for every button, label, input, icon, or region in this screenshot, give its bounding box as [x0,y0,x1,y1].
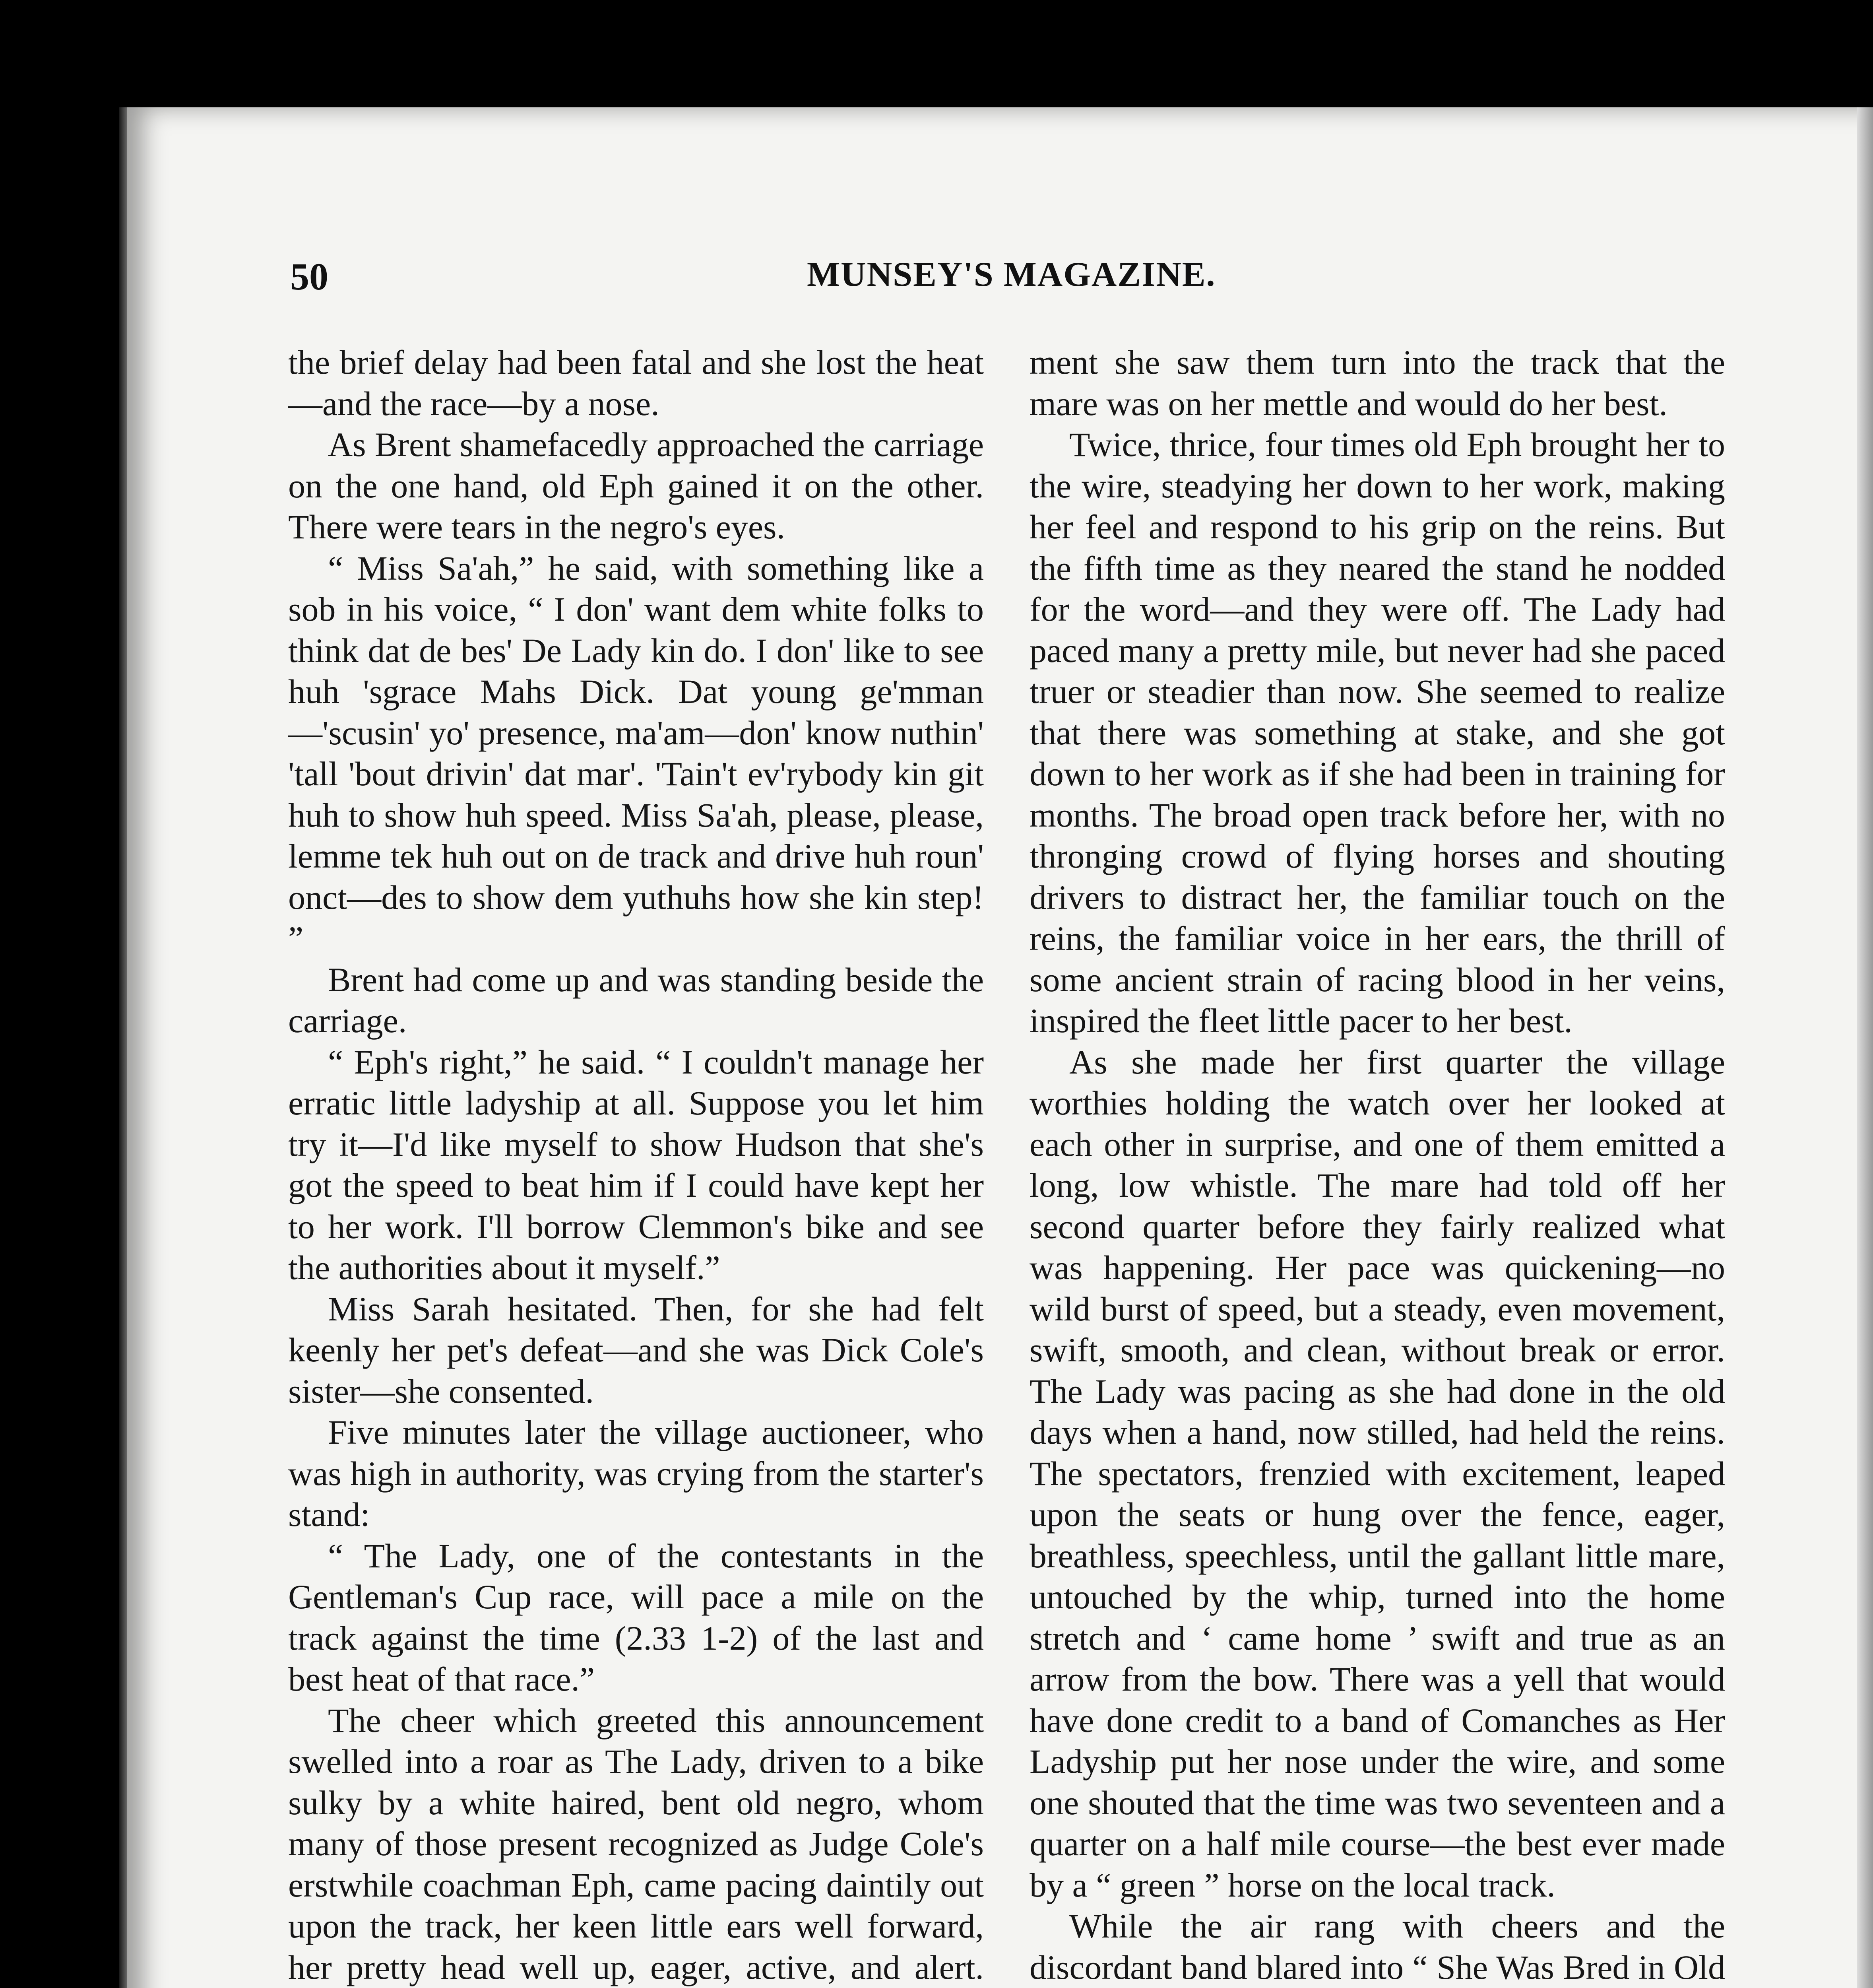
paragraph: ment she saw them turn into the track that the mare was on her mettle and would do her best. [1030,343,1725,423]
paragraph: As Brent shamefacedly approached the carriage on the one hand, old Eph gained it on the other. There were tears in the negro's eyes. [288,425,984,546]
paragraph: Brent had come up and was standing beside the carriage. [288,960,984,1040]
paragraph: “ Miss Sa'ah,” he said, with something like a sob in his voice, “ I don' want dem white folks to think dat de bes' De Lady kin do. I don' like to see huh 'sgrace Mahs Dick. Dat young ge'mman—'scusin' yo' presence, ma'am—don' know nuthin' 'tall 'bout drivin' dat mar'. 'Tain't ev'rybody kin git huh to show huh speed. Miss Sa'ah, please, please, lemme tek huh out on de track and drive huh roun' onct—des to show dem yuthuhs how she kin step! ” [288,549,984,957]
right-column [1030,342,1725,1988]
paragraph: Twice, thrice, four times old Eph brought her to the wire, steadying her down to her work, making her feel and respond to his grip on the reins. But the fifth time as they neared the stand he nodded for the word—and they were off. The Lady had paced many a pretty mile, but never had she paced truer or steadier than now. She seemed to realize that there was something at stake, and she got down to her work as if she had been in training for months. The broad open track before her, with no thronging crowd of flying horses and shouting drivers to distract her, the familiar touch on the reins, the familiar voice in her ears, the thrill of some ancient strain of racing blood in her veins, inspired the fleet little pacer to her best. [1030,425,1725,1040]
paragraph: “ The Lady, one of the contestants in the Gentleman's Cup race, will pace a mile on the track against the time (2.33 1-2) of the last and best heat of that race.” [288,1536,984,1698]
paragraph: “ Eph's right,” he said. “ I couldn't manage her erratic little ladyship at all. Suppose you let him try it—I'd like myself to show Hudson that she's got the speed to beat him if I could have kept her to her work. I'll borrow Clemmon's bike and see the authorities about it myself.” [288,1043,984,1287]
page-edge [1857,107,1873,1988]
paragraph: the brief delay had been fatal and she lost the heat—and the race—by a nose. [288,343,984,423]
paragraph: The cheer which greeted this announcement swelled into a roar as The Lady, driven to a bike sulky by a white haired, bent old negro, whom many of those present recognized as Judge Cole's erstwhile coachman Eph, came pacing daintily out upon the track, her keen little ears well forward, her pretty head well up, eager, active, and alert. [288,1701,984,1986]
paragraph: Five minutes later the village auctioneer, who was high in authority, was crying from the starter's stand: [288,1413,984,1534]
left-column [288,342,984,1988]
running-title: MUNSEY'S MAGAZINE. [807,255,1216,294]
page-number: 50 [290,255,328,298]
page-header [290,254,1741,306]
paragraph: While the air rang with cheers and the discordant band blared into “ She Was Bred in Old [1030,1907,1725,1986]
paragraph: Miss Sarah hesitated. Then, for she had felt keenly her pet's defeat—and she was Dick Cole's sister—she consented. [288,1289,984,1410]
paragraph: As she made her first quarter the village worthies holding the watch over her looked at each other in surprise, and one of them emitted a long, low whistle. The mare had told off her second quarter before they fairly realized what was happening. Her pace was quickening—no wild burst of speed, but a steady, even movement, swift, smooth, and clean, without break or error. The Lady was pacing as she had done in the old days when a hand, now stilled, had held the reins. The spectators, frenzied with excitement, leaped upon the seats or hung over the fence, eager, breathless, speechless, until the gallant little mare, untouched by the whip, turned into the home stretch and ‘ came home ’ swift and true as an arrow from the bow. There was a yell that would have done credit to a band of Comanches as Her Ladyship put her nose under the wire, and some one shouted that the time was two seventeen and a quarter on a half mile course—the best ever made by a “ green ” horse on the local track. [1030,1043,1725,1904]
